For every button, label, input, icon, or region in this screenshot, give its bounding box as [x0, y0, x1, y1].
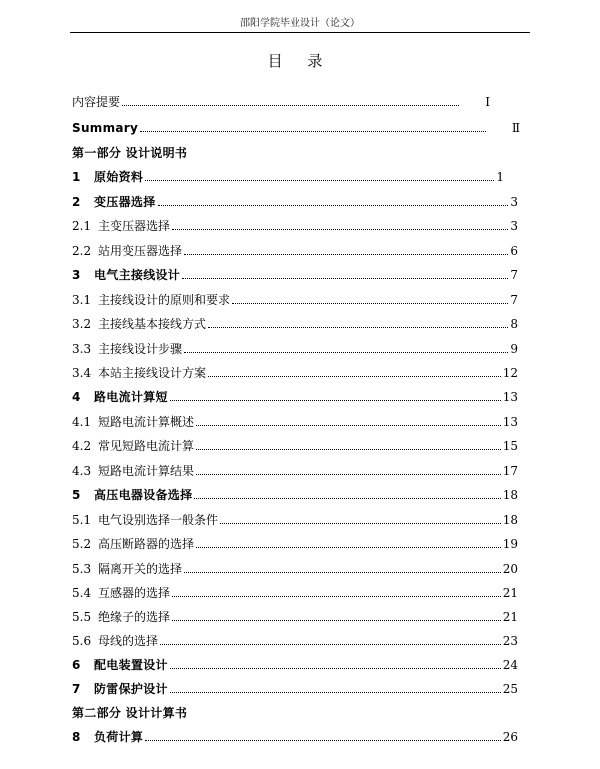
toc-entry-number: 3 [72, 268, 81, 282]
toc-leader [145, 740, 501, 741]
toc-entry-number: 5.5 [72, 610, 92, 624]
toc-entry-page: 18 [502, 513, 518, 527]
toc-entry-page: 13 [502, 415, 518, 429]
toc-leader [196, 474, 501, 475]
toc-leader [220, 523, 501, 524]
toc-leader [196, 449, 501, 450]
toc-entry[interactable] [72, 215, 518, 233]
toc-entry-number: 6 [72, 658, 81, 672]
toc-entry[interactable] [72, 264, 518, 282]
toc-leader [232, 303, 508, 304]
toc-leader [140, 131, 486, 132]
toc-entry-abstract[interactable] [72, 91, 490, 109]
toc-entry-title: 电气设别选择一般条件 [98, 513, 219, 527]
toc-entry-title: 主接线设计的原则和要求 [98, 293, 231, 307]
toc-leader [160, 644, 501, 645]
toc-entry-title: 互感器的选择 [98, 586, 171, 600]
toc-entry-number: 5.1 [72, 513, 92, 527]
toc-leader [172, 620, 501, 621]
toc-entry-title: Summary [72, 121, 139, 135]
toc-entry-page: 8 [510, 317, 518, 331]
part-two-heading: 第二部分 设计计算书 [72, 706, 188, 720]
toc-entry-number: 5.4 [72, 586, 92, 600]
toc-leader [170, 400, 501, 401]
toc-entry-number: 7 [72, 682, 81, 696]
toc-entry[interactable] [72, 435, 518, 453]
toc-entry-number: 3.1 [72, 293, 92, 307]
toc-entry-page: 19 [502, 537, 518, 551]
toc-entry[interactable] [72, 484, 518, 502]
toc-entry[interactable] [72, 558, 518, 576]
toc-entry-number: 5 [72, 488, 81, 502]
part-one-heading: 第一部分 设计说明书 [72, 146, 188, 160]
toc-entry[interactable] [72, 678, 518, 696]
toc-entry-page: 3 [510, 219, 518, 233]
toc-entry-page: Ⅰ [485, 95, 490, 109]
toc-entry-summary[interactable] [72, 117, 520, 135]
toc-entry-title: 主接线基本接线方式 [98, 317, 207, 331]
toc-entry-number: 1 [72, 170, 81, 184]
toc-entry-number: 2.2 [72, 244, 92, 258]
toc-entry-title: 防雷保护设计 [94, 682, 168, 696]
toc-entry[interactable] [72, 313, 518, 331]
toc-entry-title: 站用变压器选择 [98, 244, 183, 258]
toc-entry-number: 3.3 [72, 342, 92, 356]
toc-leader [208, 376, 501, 377]
toc-leader [172, 596, 501, 597]
toc-entry-title: 配电装置设计 [94, 658, 168, 672]
toc-entry[interactable] [72, 386, 518, 404]
toc-entry-page: Ⅱ [511, 121, 520, 135]
toc-entry[interactable] [72, 191, 518, 209]
toc-entry-title: 短路电流计算结果 [98, 464, 195, 478]
toc-entry-title: 负荷计算 [94, 730, 144, 744]
toc-entry-page: 17 [502, 464, 518, 478]
toc-entry[interactable] [72, 166, 504, 184]
toc-leader [182, 278, 508, 279]
toc-leader [184, 352, 508, 353]
toc-leader [158, 205, 509, 206]
toc-entry-page: 26 [502, 730, 518, 744]
toc-entry-title: 电气主接线设计 [94, 268, 181, 282]
toc-entry[interactable] [72, 630, 518, 648]
toc-entry-title: 本站主接线设计方案 [98, 366, 207, 380]
toc-leader [184, 254, 508, 255]
toc-leader [172, 229, 508, 230]
toc-entry-page: 12 [502, 366, 518, 380]
toc-entry[interactable] [72, 240, 518, 258]
toc-entry-title: 主接线设计步骤 [98, 342, 183, 356]
toc-entry-page: 7 [510, 268, 518, 282]
toc-entry-page: 9 [510, 342, 518, 356]
toc-leader [170, 692, 501, 693]
toc-entry-title: 短路电流计算概述 [98, 415, 195, 429]
toc-entry-title: 主变压器选择 [98, 219, 171, 233]
toc-entry[interactable] [72, 654, 518, 672]
toc-entry-page: 6 [510, 244, 518, 258]
toc-entry-number: 8 [72, 730, 81, 744]
toc-entry-page: 25 [502, 682, 518, 696]
toc-entry-page: 20 [502, 562, 518, 576]
toc-entry-title: 常见短路电流计算 [98, 439, 195, 453]
toc-entry-title: 路电流计算短 [94, 390, 168, 404]
toc-entry[interactable] [72, 606, 518, 624]
toc-entry-number: 4 [72, 390, 81, 404]
toc-entry-title: 原始资料 [94, 170, 144, 184]
toc-entry-page: 7 [510, 293, 518, 307]
toc-entry-number: 3.4 [72, 366, 92, 380]
toc-entry-title: 高压断路器的选择 [98, 537, 195, 551]
toc-entry[interactable] [72, 411, 518, 429]
toc-entry-title: 隔离开关的选择 [98, 562, 183, 576]
toc-entry-number: 3.2 [72, 317, 92, 331]
toc-leader [145, 180, 494, 181]
toc-entry-page: 23 [502, 634, 518, 648]
toc-entry-number: 5.3 [72, 562, 92, 576]
toc-title: 目 录 [267, 52, 333, 70]
toc-leader [194, 498, 500, 499]
toc-leader [208, 327, 508, 328]
toc-entry[interactable] [72, 289, 518, 307]
toc-entry[interactable] [72, 338, 518, 356]
toc-entry[interactable] [72, 460, 518, 478]
toc-entry-number: 4.2 [72, 439, 92, 453]
toc-entry[interactable] [72, 509, 518, 527]
toc-entry-number: 5.6 [72, 634, 92, 648]
toc-entry-number: 2 [72, 195, 81, 209]
toc-entry-page: 3 [510, 195, 518, 209]
toc-entry-title: 绝缘子的选择 [98, 610, 171, 624]
toc-entry-page: 18 [502, 488, 518, 502]
page-header: 邵阳学院毕业设计（论文） [240, 18, 360, 29]
toc-entry-title: 高压电器设备选择 [94, 488, 193, 502]
toc-entry-title: 内容提要 [72, 95, 121, 109]
toc-leader [170, 668, 501, 669]
toc-entry-page: 21 [502, 586, 518, 600]
toc-entry-page: 13 [502, 390, 518, 404]
toc-entry-number: 5.2 [72, 537, 92, 551]
toc-leader [184, 572, 501, 573]
toc-entry-page: 1 [496, 170, 504, 184]
toc-leader [196, 425, 501, 426]
toc-entry-number: 2.1 [72, 219, 92, 233]
toc-entry-title: 母线的选择 [98, 634, 159, 648]
toc-entry[interactable] [72, 726, 518, 744]
toc-entry-number: 4.1 [72, 415, 92, 429]
toc-entry[interactable] [72, 582, 518, 600]
header-rule [70, 32, 530, 33]
toc-leader [196, 547, 501, 548]
toc-entry[interactable] [72, 533, 518, 551]
toc-entry-page: 24 [502, 658, 518, 672]
toc-leader [122, 105, 459, 106]
toc-entry-number: 4.3 [72, 464, 92, 478]
toc-entry-page: 21 [502, 610, 518, 624]
toc-entry[interactable] [72, 362, 518, 380]
toc-entry-title: 变压器选择 [94, 195, 156, 209]
toc-entry-page: 15 [502, 439, 518, 453]
